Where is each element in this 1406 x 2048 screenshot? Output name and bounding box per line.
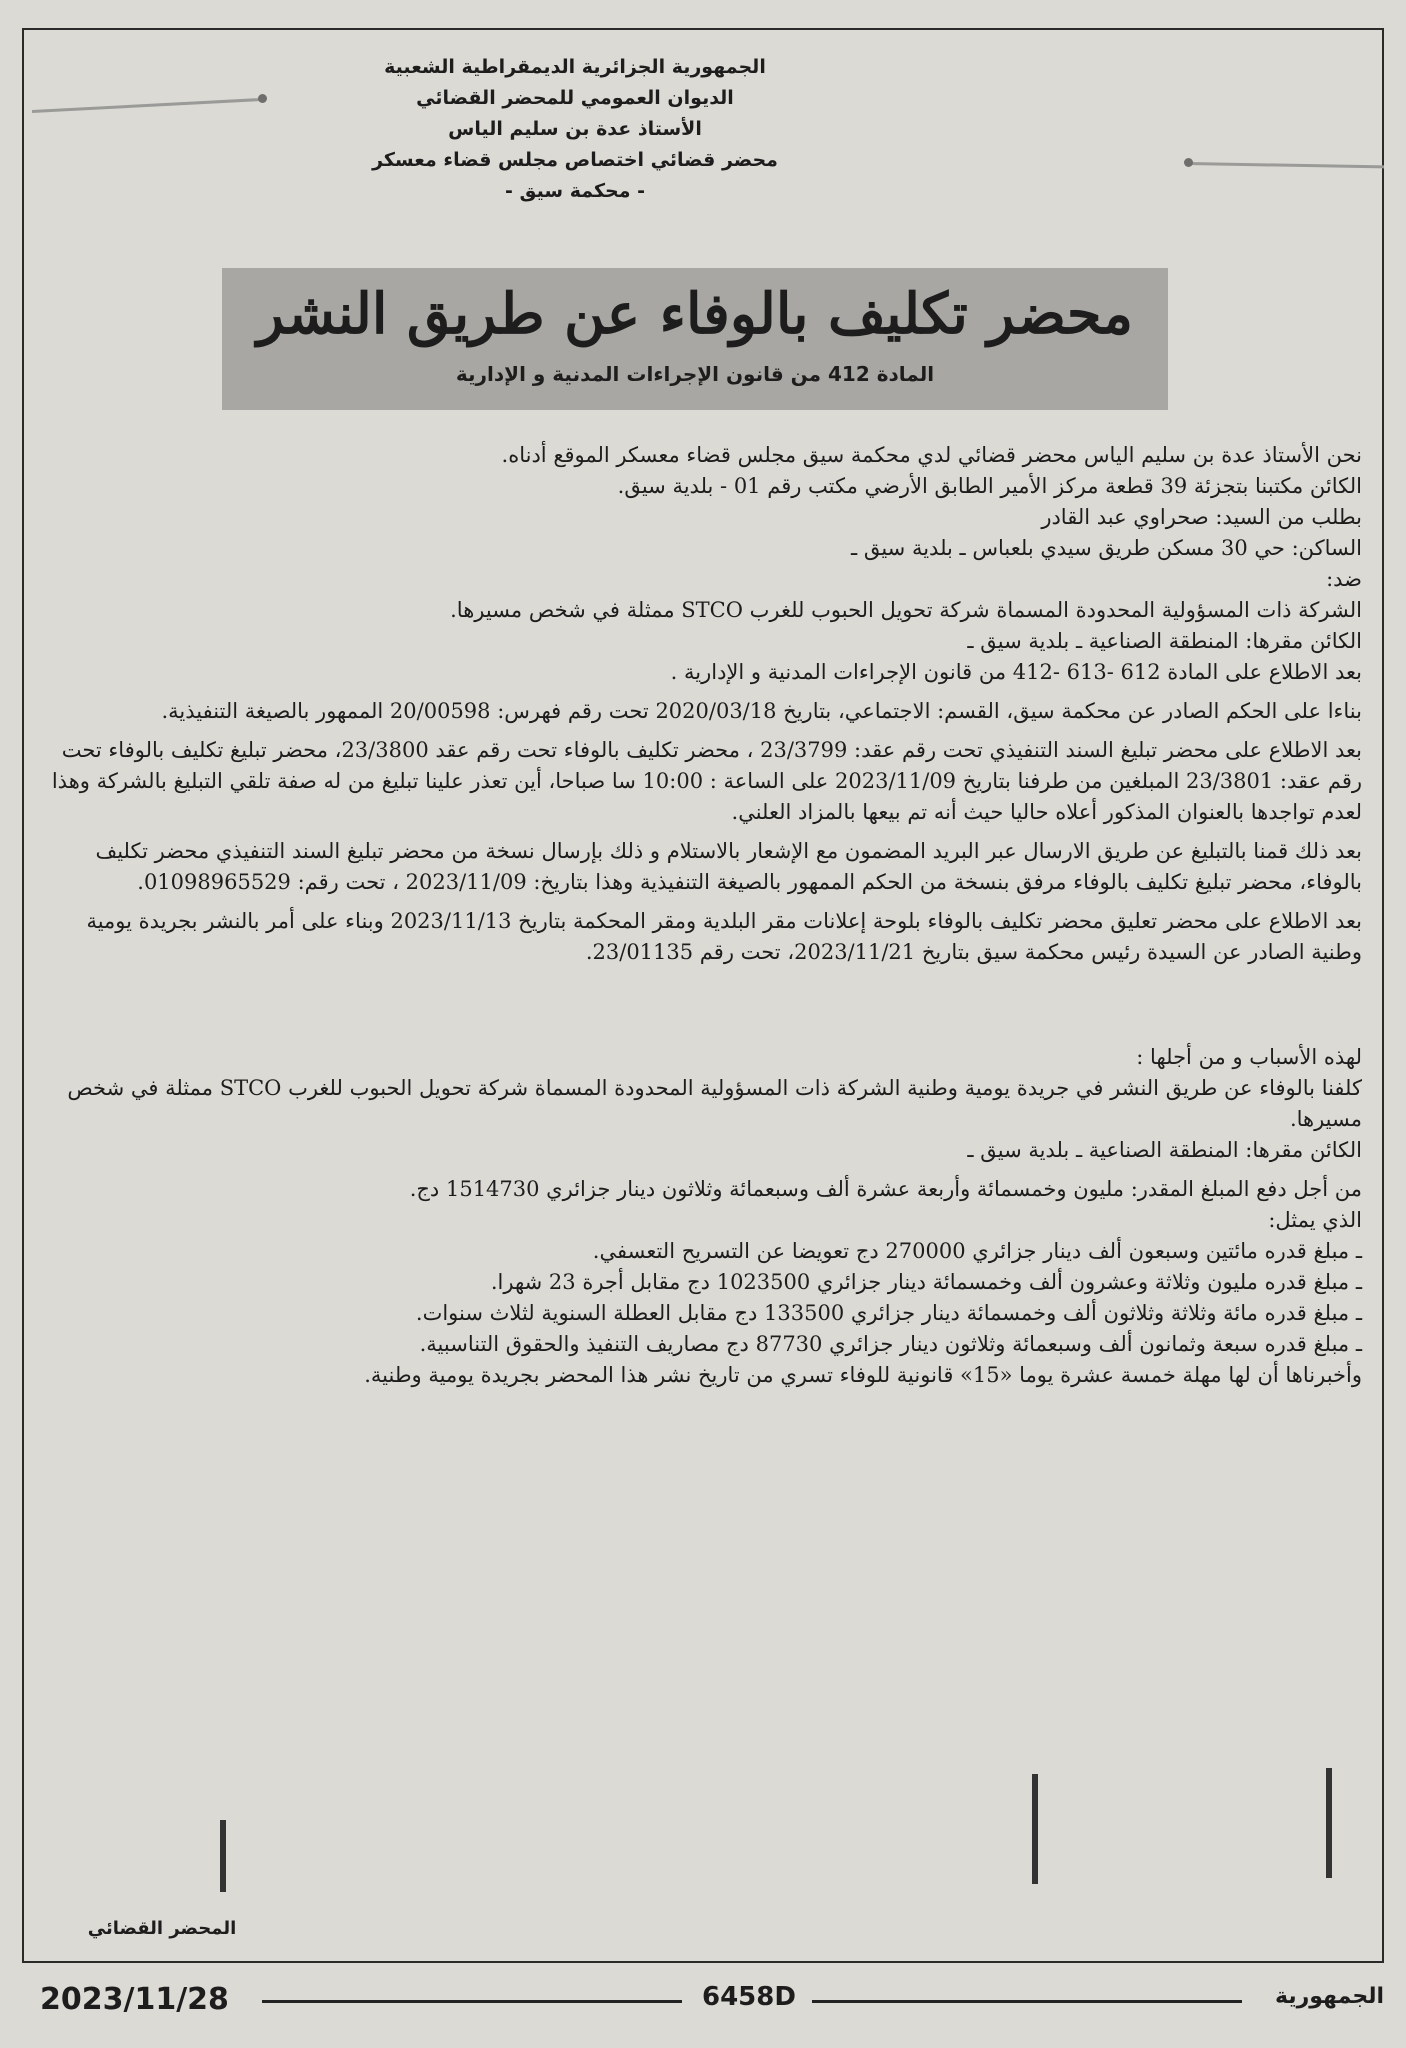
footer-code: 6458D [702, 1982, 796, 2012]
body-paragraph: الساكن: حي 30 مسكن طريق سيدي بلعباس ـ بلدية سيق ـ [851, 536, 1362, 560]
body-paragraph: بطلب من السيد: صحراوي عبد القادر [1041, 505, 1362, 529]
body-paragraph: بعد الاطلاع على محضر تعليق محضر تكليف بالوفاء بلوحة إعلانات مقر البلدية ومقر المحكمة بتاريخ 2023/11/13 وبناء على أمر بالنشر بجريدة يومية وطنية الصادر عن السيدة رئيس محكمة سيق بتاريخ 2023/11/21، تحت رقم 23/01135. [86, 909, 1362, 964]
amount-item: ـ مبلغ قدره مائة وثلاثة وثلاثون ألف وخمسمائة دينار جزائري 133500 دج مقابل العطلة السنوية لثلاث سنوات. [415, 1301, 1362, 1325]
header-court: - محكمة سيق - [505, 180, 645, 202]
body-paragraph: لهذه الأسباب و من أجلها : [1136, 1045, 1362, 1069]
header-office: الديوان العمومي للمحضر القضائي [416, 87, 734, 109]
notice-body [44, 440, 1362, 1391]
body-paragraph: الكائن مكتبنا بتجزئة 39 قطعة مركز الأمير الطابق الأرضي مكتب رقم 01 - بلدية سيق. [617, 474, 1362, 498]
notice-subtitle: المادة 412 من قانون الإجراءات المدنية و الإدارية [455, 362, 935, 386]
header-republic: الجمهورية الجزائرية الديمقراطية الشعبية [384, 56, 766, 78]
amount-item: ـ مبلغ قدره مليون وثلاثة وعشرون ألف وخمسمائة دينار جزائري 1023500 دج مقابل أجرة 23 شهرا. [490, 1270, 1362, 1294]
header-bailiff-name: الأستاذ عدة بن سليم الياس [448, 118, 702, 140]
footer-publication: الجمهورية [1275, 1984, 1384, 2009]
amount-item: ـ مبلغ قدره مائتين وسبعون ألف دينار جزائري 270000 دج تعويضا عن التسريح التعسفي. [592, 1239, 1362, 1263]
amount-item: ـ مبلغ قدره سبعة وثمانون ألف وسبعمائة وثلاثون دينار جزائري 87730 دج مصاريف التنفيذ والحقوق التناسبية. [419, 1332, 1362, 1356]
body-paragraph: الذي يمثل: [1268, 1208, 1362, 1232]
notice-title: محضر تكليف بالوفاء عن طريق النشر [257, 281, 1133, 347]
body-paragraph: بعد ذلك قمنا بالتبليغ عن طريق الارسال عبر البريد المضمون مع الإشعار بالاستلام و ذلك بإرسال نسخة من محضر تبليغ السند التنفيذي محضر تكليف بالوفاء، محضر تبليغ تكليف بالوفاء مرفق بنسخة من الحكم الممهور بالصيغة التنفيذية وهذا بتاريخ: 2023/11/09 ، تحت رقم: 01098965529. [95, 839, 1362, 894]
body-paragraph: كلفنا بالوفاء عن طريق النشر في جريدة يومية وطنية الشركة ذات المسؤولية المحدودة المسماة شركة تحويل الحبوب للغرب STCO ممثلة في شخص مسيرها. [67, 1076, 1362, 1131]
signature-label: المحضر القضائي [87, 1918, 237, 1939]
body-paragraph: الشركة ذات المسؤولية المحدودة المسماة شركة تحويل الحبوب للغرب STCO ممثلة في شخص مسيرها. [450, 598, 1362, 622]
footer-rule [262, 2000, 682, 2003]
body-paragraph: نحن الأستاذ عدة بن سليم الياس محضر قضائي لدي محكمة سيق مجلس قضاء معسكر الموقع أدناه. [501, 443, 1362, 467]
body-paragraph: بعد الاطلاع على المادة 612 -613 -412 من قانون الإجراءات المدنية و الإدارية . [670, 660, 1362, 684]
body-paragraph: الكائن مقرها: المنطقة الصناعية ـ بلدية سيق ـ [967, 629, 1362, 653]
pen-mark [1032, 1774, 1038, 1884]
body-paragraph: بعد الاطلاع على محضر تبليغ السند التنفيذي تحت رقم عقد: 23/3799 ، محضر تكليف بالوفاء تحت رقم عقد 23/3800، محضر تبليغ تكليف بالوفاء تحت رقم عقد: 23/3801 المبلغين من طرفنا بتاريخ 2023/11/09 على الساعة : 10:00 سا صباحا، أين تعذر علينا تبليغ من له صفة تلقي التبليغ بالشركة وهذا لعدم تواجدها بالعنوان المذكور أعلاه حاليا حيث أنه تم بيعها بالمزاد العلني. [51, 738, 1362, 824]
body-paragraph: بناءا على الحكم الصادر عن محكمة سيق، القسم: الاجتماعي، بتاريخ 2020/03/18 تحت رقم فهرس: 20/00598 الممهور بالصيغة التنفيذية. [161, 699, 1362, 723]
pen-mark [1326, 1768, 1332, 1878]
body-paragraph: وأخبرناها أن لها مهلة خمسة عشرة يوما «15» قانونية للوفاء تسري من تاريخ نشر هذا المحضر بجريدة يومية وطنية. [364, 1363, 1362, 1387]
header-jurisdiction: محضر قضائي اختصاص مجلس قضاء معسكر [372, 149, 778, 171]
body-paragraph: الكائن مقرها: المنطقة الصناعية ـ بلدية سيق ـ [967, 1138, 1362, 1162]
body-paragraph: من أجل دفع المبلغ المقدر: مليون وخمسمائة وأربعة عشرة ألف وسبعمائة وثلاثون دينار جزائري 1514730 دج. [409, 1177, 1362, 1201]
body-paragraph: ضد: [1326, 567, 1362, 591]
staple-pin-head [1184, 158, 1193, 167]
footer-date: 2023/11/28 [40, 1982, 229, 2017]
page-footer [22, 1978, 1384, 2024]
issuer-header [250, 52, 900, 207]
pen-mark [220, 1820, 226, 1892]
footer-rule [812, 2000, 1242, 2003]
